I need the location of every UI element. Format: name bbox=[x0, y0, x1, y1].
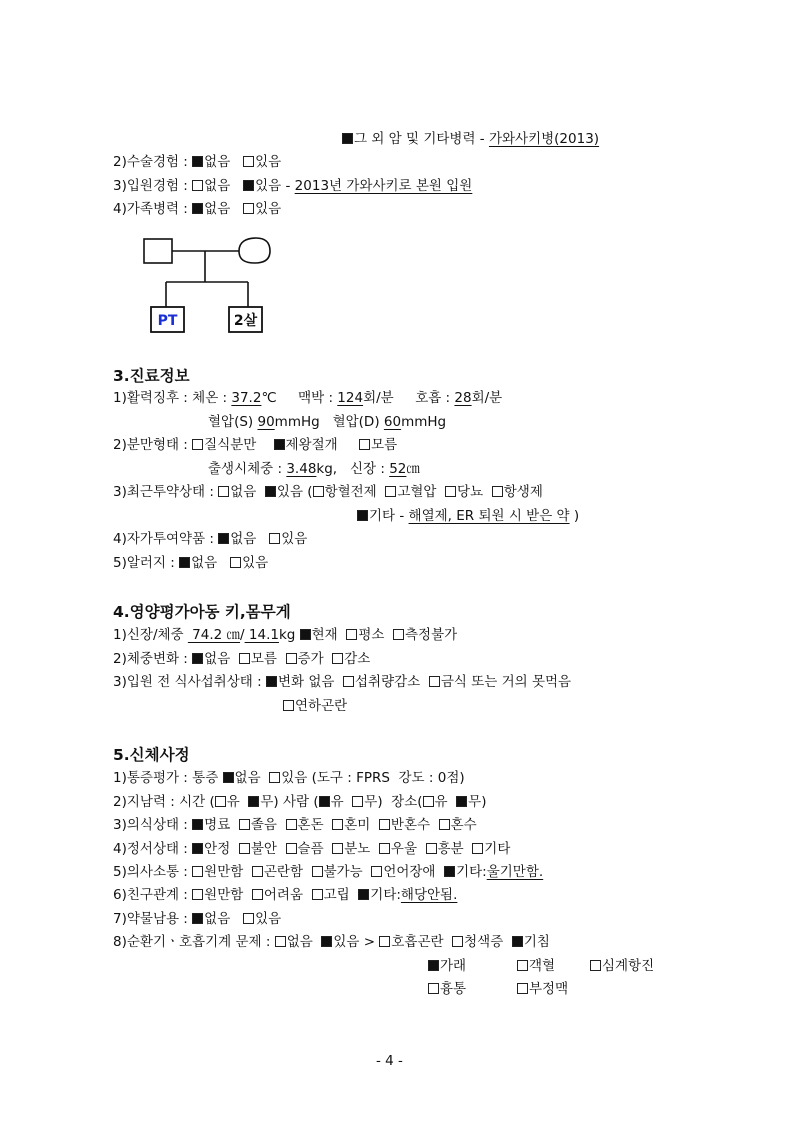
family-none-checkbox[interactable] bbox=[192, 203, 203, 214]
checkbox[interactable] bbox=[215, 796, 226, 807]
checkbox[interactable] bbox=[346, 629, 357, 640]
father-square bbox=[144, 239, 172, 263]
surgery-line: 2)수술경험 : 없음 있음 bbox=[113, 154, 282, 170]
checkbox[interactable] bbox=[332, 819, 343, 830]
checkbox[interactable] bbox=[243, 913, 254, 924]
surgery-yes-checkbox[interactable] bbox=[243, 156, 254, 167]
circ-opt-1: 가래 bbox=[428, 957, 466, 975]
other-history-value: 가와사키병(2013) bbox=[488, 131, 600, 147]
mother-circle bbox=[239, 238, 270, 263]
checkbox-checked[interactable] bbox=[444, 866, 455, 877]
checkbox[interactable] bbox=[230, 557, 241, 568]
circ-opt-3: 심계항진 bbox=[590, 957, 654, 975]
emotion-line: 4)정서상태 : 안정 불안 슬픔 분노 우울 흥분 기타 bbox=[113, 841, 511, 857]
checkbox-checked[interactable] bbox=[357, 510, 368, 521]
pain-line: 1)통증평가 : 통증 없음 있음 (도구 : FPRS 강도 : 0점) bbox=[113, 770, 465, 786]
checkbox[interactable] bbox=[192, 889, 203, 900]
communication-line: 5)의사소통 : 원만함 곤란함 불가능 언어장애 기타:울기만함. bbox=[113, 864, 544, 880]
blood-pressure-line: 혈압(S) 90mmHg 혈압(D) 60mmHg bbox=[208, 414, 447, 430]
checkbox-checked[interactable] bbox=[248, 796, 259, 807]
checkbox[interactable] bbox=[590, 960, 601, 971]
checkbox[interactable] bbox=[426, 843, 437, 854]
checkbox[interactable] bbox=[239, 819, 250, 830]
consciousness-line: 3)의식상태 : 명료 졸음 혼돈 혼미 반혼수 혼수 bbox=[113, 817, 477, 833]
checkbox-checked[interactable] bbox=[319, 796, 330, 807]
section-5-title: 5.신체사정 bbox=[113, 746, 190, 764]
checkbox-checked[interactable] bbox=[456, 796, 467, 807]
checkbox-checked[interactable] bbox=[192, 843, 203, 854]
height-weight-line: 1)신장/체중 74.2 ㎝/ 14.1kg 현재 평소 측정불가 bbox=[113, 627, 458, 643]
checkbox[interactable] bbox=[517, 983, 528, 994]
checkbox[interactable] bbox=[517, 960, 528, 971]
delivery-type-line: 2)분만형태 : 질식분만 제왕절개 모름 bbox=[113, 437, 398, 453]
checkbox[interactable] bbox=[312, 889, 323, 900]
checkbox[interactable] bbox=[492, 486, 503, 497]
checkbox-checked[interactable] bbox=[300, 629, 311, 640]
checkbox[interactable] bbox=[445, 486, 456, 497]
checkbox-checked[interactable] bbox=[266, 676, 277, 687]
checkbox-checked[interactable] bbox=[512, 936, 523, 947]
checkbox-checked[interactable] bbox=[358, 889, 369, 900]
recent-meds-other-line: 기타 - 해열제, ER 퇴원 시 받은 약 ) bbox=[357, 507, 579, 525]
checkbox[interactable] bbox=[385, 486, 396, 497]
checkbox[interactable] bbox=[218, 486, 229, 497]
checkbox[interactable] bbox=[252, 866, 263, 877]
birth-measure-line: 출생시체중 : 3.48kg, 신장 : 52㎝ bbox=[208, 461, 420, 477]
drug-abuse-line: 7)약물남용 : 없음 있음 bbox=[113, 911, 282, 927]
weight-change-line: 2)체중변화 : 없음 모름 증가 감소 bbox=[113, 651, 371, 667]
checkbox[interactable] bbox=[332, 843, 343, 854]
checkbox[interactable] bbox=[269, 772, 280, 783]
checkbox[interactable] bbox=[332, 653, 343, 664]
self-meds-line: 4)자가투여약품 : 없음 있음 bbox=[113, 531, 308, 547]
checkbox[interactable] bbox=[269, 533, 280, 544]
family-history-line: 4)가족병력 : 없음 있음 bbox=[113, 201, 282, 217]
checkbox[interactable] bbox=[352, 796, 363, 807]
checkbox[interactable] bbox=[343, 676, 354, 687]
checkbox[interactable] bbox=[379, 843, 390, 854]
checkbox-checked[interactable] bbox=[321, 936, 332, 947]
checkbox-checked[interactable] bbox=[428, 960, 439, 971]
checkbox[interactable] bbox=[313, 486, 324, 497]
checkbox[interactable] bbox=[452, 936, 463, 947]
circ-opt-2: 객혈 bbox=[517, 957, 555, 975]
checkbox[interactable] bbox=[252, 889, 263, 900]
checkbox[interactable] bbox=[192, 866, 203, 877]
page-number: - 4 - bbox=[376, 1053, 403, 1069]
intake-line-2: 연하곤란 bbox=[283, 697, 347, 715]
checkbox[interactable] bbox=[429, 676, 440, 687]
circulatory-line: 8)순환기ㆍ호흡기계 문제 : 없음 있음 > 호흡곤란 청색증 기침 bbox=[113, 934, 550, 950]
checkbox[interactable] bbox=[286, 653, 297, 664]
peer-relation-line: 6)친구관계 : 원만함 어려움 고립 기타:해당안됨. bbox=[113, 887, 458, 903]
section-4-title: 4.영양평가아동 키,몸무게 bbox=[113, 603, 291, 621]
surgery-none-checkbox[interactable] bbox=[192, 156, 203, 167]
checkbox[interactable] bbox=[239, 653, 250, 664]
checkbox[interactable] bbox=[283, 700, 294, 711]
admission-yes-checkbox[interactable] bbox=[243, 180, 254, 191]
checkbox[interactable] bbox=[192, 439, 203, 450]
checkbox-checked[interactable] bbox=[342, 133, 353, 144]
checkbox-checked[interactable] bbox=[192, 653, 203, 664]
checkbox[interactable] bbox=[312, 866, 323, 877]
family-pedigree-diagram bbox=[134, 230, 284, 342]
checkbox[interactable] bbox=[472, 843, 483, 854]
checkbox[interactable] bbox=[379, 819, 390, 830]
admission-none-checkbox[interactable] bbox=[192, 180, 203, 191]
checkbox[interactable] bbox=[275, 936, 286, 947]
circ-opt-5: 부정맥 bbox=[517, 980, 568, 998]
checkbox[interactable] bbox=[423, 796, 434, 807]
checkbox-checked[interactable] bbox=[179, 557, 190, 568]
checkbox-checked[interactable] bbox=[274, 439, 285, 450]
other-history-line: 그 외 암 및 기타병력 - 가와사키병(2013) bbox=[342, 130, 599, 148]
checkbox[interactable] bbox=[428, 983, 439, 994]
checkbox-checked[interactable] bbox=[223, 772, 234, 783]
patient-label: PT bbox=[157, 313, 178, 329]
checkbox[interactable] bbox=[393, 629, 404, 640]
checkbox[interactable] bbox=[379, 936, 390, 947]
checkbox[interactable] bbox=[286, 843, 297, 854]
sibling-label: 2살 bbox=[233, 313, 258, 329]
checkbox-checked[interactable] bbox=[265, 486, 276, 497]
checkbox-checked[interactable] bbox=[192, 913, 203, 924]
circ-opt-4: 흉통 bbox=[428, 980, 466, 998]
recent-meds-line: 3)최근투약상태 : 없음 있음 ( 항혈전제 고혈압 당뇨 항생제 bbox=[113, 484, 543, 500]
orientation-line: 2)지남력 : 시간 ( 유 무) 사람 ( 유 무) 장소( 유 무) bbox=[113, 794, 487, 810]
intake-line: 3)입원 전 식사섭취상태 : 변화 없음 섭취량감소 금식 또는 거의 못먹음 bbox=[113, 674, 572, 690]
checkbox[interactable] bbox=[359, 439, 370, 450]
allergy-line: 5)알러지 : 없음 있음 bbox=[113, 555, 269, 571]
checkbox[interactable] bbox=[239, 843, 250, 854]
admission-line: 3)입원경험 : 없음 있음 - 2013년 가와사키로 본원 입원 bbox=[113, 178, 473, 194]
checkbox-checked[interactable] bbox=[218, 533, 229, 544]
checkbox[interactable] bbox=[439, 819, 450, 830]
family-yes-checkbox[interactable] bbox=[243, 203, 254, 214]
checkbox[interactable] bbox=[371, 866, 382, 877]
section-3-title: 3.진료정보 bbox=[113, 367, 190, 385]
vital-signs-line: 1)활력징후 : 체온 : 37.2℃ 맥박 : 124회/분 호흡 : 28회/분 bbox=[113, 390, 503, 406]
checkbox[interactable] bbox=[286, 819, 297, 830]
checkbox-checked[interactable] bbox=[192, 819, 203, 830]
